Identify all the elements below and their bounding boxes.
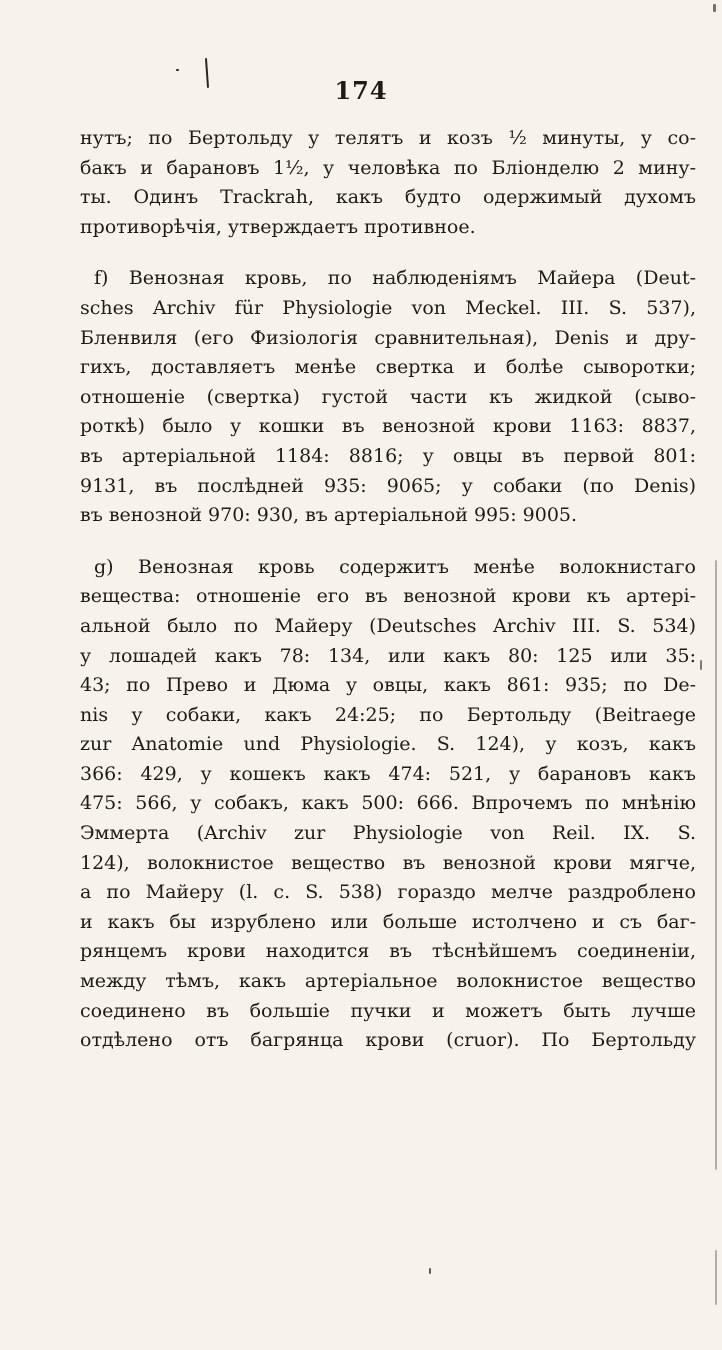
page-edge-line (715, 560, 717, 1170)
text-line: zur Anatomie und Physiologie. S. 124), у козъ, какъ (80, 733, 696, 756)
text-line: 475: 566, у собакъ, какъ 500: 666. Впрочемъ по мнѣнію (80, 792, 696, 815)
paragraph (80, 264, 696, 530)
text-line: у лошадей какъ 78: 134, или какъ 80: 125 или 35: (80, 644, 696, 667)
page-number: 174 (334, 76, 388, 105)
text-line: Эммерта (Archiv zur Physiologie von Reil. IX. S. (80, 822, 696, 845)
text-line: f) Венозная кровь, по наблюденіямъ Майера (Deut- (94, 267, 696, 290)
text-line: альной было по Майеру (Deutsches Archiv III. S. 534) (80, 614, 696, 637)
text-line: отношеніе (свертка) густой части къ жидкой (сыво- (80, 385, 696, 408)
text-line: sches Archiv für Physiologie von Meckel. III. S. 537), (80, 296, 696, 319)
page-text (80, 124, 696, 1056)
text-line: бакъ и барановъ 1½, у человѣка по Бліонделю 2 мину- (80, 156, 696, 179)
text-line: 43; по Прево и Дюма у овцы, какъ 861: 935; по De- (80, 674, 696, 697)
paragraph (80, 124, 696, 242)
text-line: гихъ, доставляетъ менѣе свертка и болѣе сыворотки; (80, 356, 696, 379)
ink-mark (713, 4, 716, 12)
text-line: ты. Одинъ Trackrah, какъ будто одержимый духомъ (80, 186, 696, 209)
ink-mark (176, 69, 179, 71)
text-line: нутъ; по Бертольду у телятъ и козъ ½ минуты, у со- (80, 127, 696, 149)
text-line: 9131, въ послѣдней 935: 9065; у собаки (по Denis) (80, 474, 696, 497)
paragraph (80, 553, 696, 1056)
text-line: 124), волокнистое вещество въ венозной крови мягче, (80, 851, 696, 874)
ink-mark (429, 1268, 431, 1274)
text-line: въ артеріальной 1184: 8816; у овцы въ первой 801: (80, 444, 696, 467)
text-line: отдѣлено отъ багрянца крови (cruor). По Бертольду (80, 1029, 696, 1052)
text-line: nis у собаки, какъ 24:25; по Бертольду (Beitraege (80, 703, 696, 726)
text-line: между тѣмъ, какъ артеріальное волокнистое вещество (80, 970, 696, 993)
ink-mark (700, 660, 702, 670)
text-line: въ венозной 970: 930, въ артеріальной 995: 9005. (80, 504, 578, 527)
text-line: и какъ бы изрублено или больше истолчено и съ баг- (80, 910, 696, 933)
text-line: противорѣчія, утверждаетъ противное. (80, 215, 476, 238)
text-line: а по Майеру (l. c. S. 538) гораздо мелче раздроблено (80, 881, 696, 904)
text-line: соединено въ большіе пучки и можетъ быть лучше (80, 999, 696, 1022)
text-line: 366: 429, у кошекъ какъ 474: 521, у барановъ какъ (80, 762, 696, 785)
text-line: g) Венозная кровь содержитъ менѣе волокнистаго (94, 555, 696, 578)
page-edge-line (715, 1250, 717, 1305)
text-line: вещества: отношеніе его въ венозной крови къ артері- (80, 585, 696, 608)
text-line: рянцемъ крови находится въ тѣснѣйшемъ соединеніи, (80, 940, 696, 963)
text-line: Бленвиля (его Физіологія сравнительная), Denis и дру- (80, 326, 696, 349)
text-line: роткѣ) было у кошки въ венозной крови 1163: 8837, (80, 415, 696, 438)
